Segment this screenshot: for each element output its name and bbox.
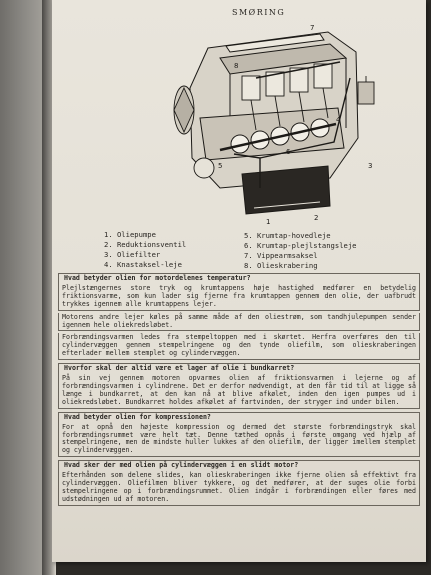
- section-paragraph: Efterhånden som delene slides, kan olieskraberingen ikke fjerne olien så effektivt fra cylindervæggen. Oliefilmen bliver tykkere, og det medfører, at der suges olie forbi stempelringene op i forbrændingsrummet. Olien indgår i forbrændingen eller føres med udstødningen ud af motoren.: [58, 471, 420, 506]
- section-question: Hvorfor skal der altid være et lager af olie i bundkarret?: [64, 364, 295, 373]
- callout-5: 5: [218, 162, 223, 170]
- distributor: [358, 76, 374, 104]
- legend-item: 6. Krumtap-plejlstangsleje: [244, 241, 357, 250]
- callout-3: 3: [368, 162, 373, 170]
- engine-lubrication-diagram: [160, 18, 388, 228]
- qa-section-compression: [58, 412, 420, 458]
- legend-column-left: [104, 230, 186, 270]
- question-box: [58, 412, 420, 423]
- legend-column-right: [244, 230, 357, 271]
- question-box: [58, 273, 420, 284]
- legend-item: 1. Oliepumpe: [104, 230, 156, 239]
- callout-6: 6: [286, 148, 291, 156]
- book-page: [52, 0, 426, 562]
- callout-2: 2: [314, 214, 319, 222]
- question-box: [58, 363, 420, 374]
- legend-item: 8. Olieskrabering: [244, 261, 318, 270]
- diagram-legend: [104, 230, 404, 274]
- qa-section-worn-engine: [58, 460, 420, 506]
- qa-section-oil-sump: [58, 363, 420, 409]
- callout-4: 4: [336, 116, 341, 124]
- section-paragraph: Forbrændingsvarmen ledes fra stempeltoppen med i skørtet. Herfra overføres den til cylindervæggen gennem stempelringene og den tynde oliefilm, som olieskraberingen efterlader mellem stemplet og cylindervæggen.: [58, 333, 420, 360]
- callout-7: 7: [310, 24, 315, 32]
- section-question: Hvad betyder olien for motordelenes temperatur?: [64, 274, 251, 282]
- page-header-title: SMØRING: [232, 8, 286, 17]
- legend-item: 4. Knastaksel-leje: [104, 260, 182, 269]
- page-text-body: [58, 273, 420, 509]
- section-paragraph: Plejlstængernes store tryk og krumtappens høje hastighed medfører en betydelig friktionsvarme, som kun lader sig fjerne fra krumtappen gennem den olie, der uafbrudt trykkes igennem alle krumtappens lejer.: [58, 284, 420, 311]
- legend-item: 3. Oliefilter: [104, 250, 161, 259]
- qa-section-temperature: [58, 273, 420, 360]
- section-paragraph: På sin vej gennem motoren opvarmes olien af friktionsvarmen i lejerne og af forbrændingsvarmen i cylindrene. Det er derfor nødvendigt, at den får tid til at ligge så længe i bundkarret, at den kan nå at blive afkølet, inden den igen pumpes ud i oliekredsløbet. Bundkarret holdes afkølet af fartvinden, der stryger ind under bilen.: [58, 374, 420, 409]
- callout-1: 1: [266, 218, 271, 226]
- legend-item: 7. Vippearmsaksel: [244, 251, 318, 260]
- section-question: Hvad sker der med olien på cylindervæggen i en slidt motor?: [64, 461, 299, 470]
- question-box: [58, 460, 420, 471]
- engine-block: [190, 32, 358, 214]
- callout-8: 8: [234, 62, 239, 70]
- section-question: Hvad betyder olien for kompressionen?: [64, 412, 211, 421]
- previous-page-edge: [0, 0, 46, 575]
- section-paragraph: For at opnå den højeste kompression og dermed det største forbrændingstryk skal forbrændingsrummet være helt tæt. Denne tæthed opnås i første omgang ved hjælp af stempelringene, men de mindste huller lukkes af den oliefilm, der ligger imellem stemplet og cylindervæggen.: [58, 423, 420, 458]
- legend-item: 5. Krumtap-hovedleje: [244, 231, 331, 240]
- legend-item: 2. Reduktionsventil: [104, 240, 187, 249]
- section-paragraph: Motorens andre lejer køles på samme måde af den oliestrøm, som tandhjulepumpen sender igennem hele oliekredsløbet.: [58, 313, 420, 332]
